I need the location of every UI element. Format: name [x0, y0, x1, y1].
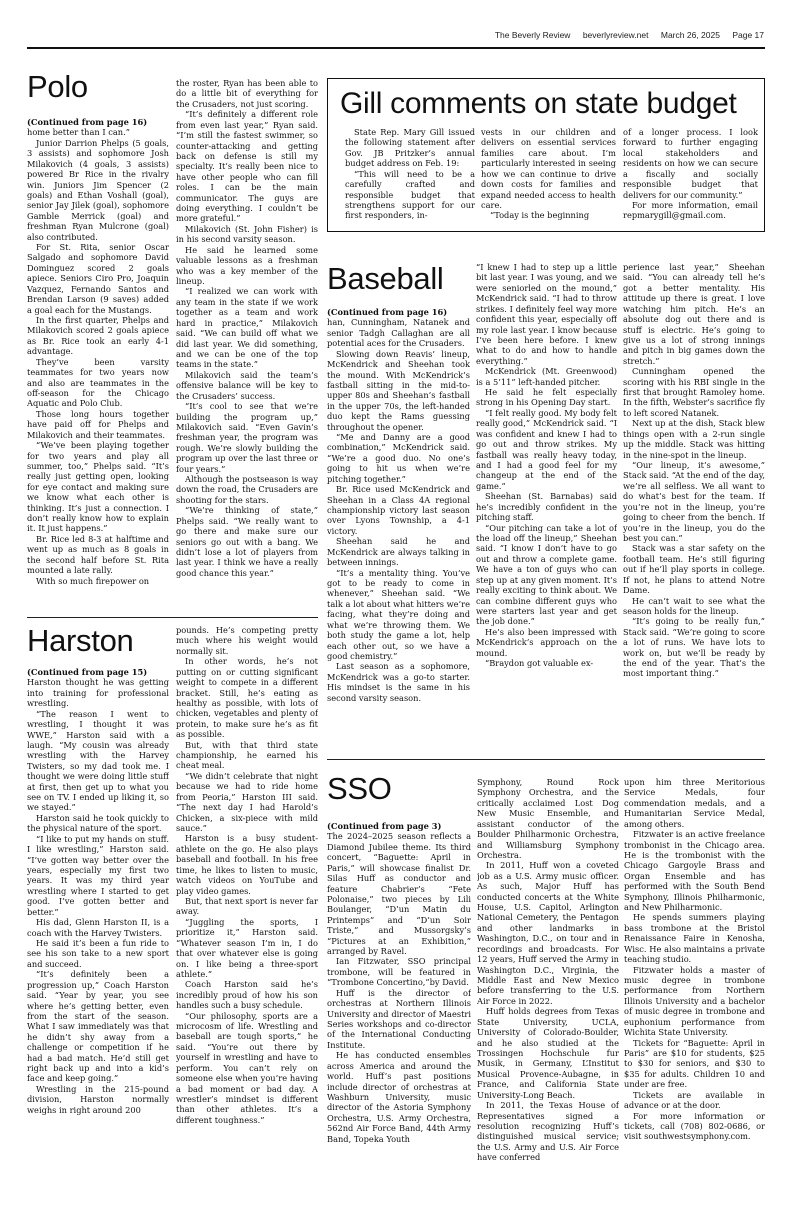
- gill-headline: Gill comments on state budget: [340, 87, 737, 120]
- harston-headline: Harston: [27, 623, 134, 658]
- paragraph: Harston is a busy student-athlete on the go. He also plays baseball and football. In his free time, he likes to listen to music, watch videos on YouTube and play video games.: [176, 833, 318, 896]
- continued-from-label: (Continued from page 3): [327, 821, 442, 831]
- masthead: [485, 30, 764, 40]
- paragraph: pounds. He’s competing pretty much where his weight would normally sit.: [176, 625, 318, 656]
- paragraph: Fitzwater is an active freelance trombonist in the Chicago area. He is the trombonist with the Chicago Gargoyle Brass and Organ Ensemble and has performed with the South Bend Symphony, Illinois Philharmonic, and New Philharmonic.: [624, 829, 765, 913]
- paragraph: Symphony, Round Rock Symphony Orchestra, and the critically acclaimed Lost Dog New Music Ensemble, and assistant conductor of the Boulder Philharmonic Orchestra, and Williamsburg Symphony Orchestra.: [477, 777, 619, 860]
- paragraph: Sheehan (St. Barnabas) said he’s incredibly confident in the pitching staff.: [476, 491, 617, 523]
- paragraph: [27, 667, 169, 709]
- paragraph: Stack was a star safety on the football team. He’s still figuring out if he’ll play sports in college. If not, he plans to attend Notre Dame.: [623, 543, 765, 596]
- paragraph: Wrestling in the 215-pound division, Harston normally weighs in right around 200: [27, 1083, 169, 1115]
- paragraph: Tickets are available in advance or at the door.: [624, 1089, 765, 1111]
- paragraph: “I knew I had to step up a little bit last year. I was young, and we were seniorled on the mound,” McKendrick said. “I had to throw strikes. I definitely feel way more confident this year, especially off my role last year. I know because I’ve been here before. I knew what to do and how to handle everything.”: [476, 262, 617, 366]
- paragraph: Br. Rice led 8-3 at halftime and went up as much as 8 goals in the second half before St. Rita mounted a late rally.: [27, 533, 169, 576]
- issue-date: March 26, 2025: [660, 30, 720, 40]
- paragraph: Br. Rice used McKendrick and Sheehan in a Class 4A regional championship victory last season over Lyons Township, a 4-1 victory.: [327, 484, 470, 536]
- paragraph: Sheehan said he and McKendrick are always talking in between innings.: [327, 536, 470, 568]
- paragraph: “Me and Danny are a good combination,” McKendrick said. “We’re a good duo. No one’s going to hit us when we’re pitching together.”: [327, 432, 470, 484]
- gill-column-3: [623, 127, 758, 227]
- paragraph: Cunningham opened the scoring with his RBI single in the first that brought Ramoley home. In the fifth, Webster’s sacrifice fly to left scored Natanek.: [623, 366, 765, 418]
- paragraph: He has conducted ensembles across America and around the world. Huff’s past positions include director of orchestras at Washburn University, music director of the Astoria Symphony Orchestra, U.S. Army Orchestra, 562nd Air Force Band, 44th Army Band, Topeka Youth: [327, 1050, 471, 1144]
- paragraph-text: The 2024–2025 season reflects a Diamond Jubilee theme. Its third concert, “Baguette: April in Paris,” will showcase finalist Dr. Silas Huff as conductor and feature Chabrier’s “Fete Polonaise,” two pieces by Lili Boulanger, “D’un Matin du Printemps” and “D’un Soir Triste,” and Mussorgsky’s “Pictures at an Exhibition,” arranged by Ravel.: [327, 831, 471, 957]
- paragraph: “We’ve been playing together for two years and play all summer, too,” Phelps said. “It’s really just getting open, looking for eye contact and making sure we know what each other is thinking. It’s just a connection. I don’t really know how to explain it. It just happens.”: [27, 440, 169, 534]
- paragraph: perience last year,” Sheehan said. “You can already tell he’s got a better mentality. His attitude up there is great. I love watching him pitch. He’s an absolute dog out there and is stuff is electric. He’s going to give us a lot of strong innings and pitch in big games down the stretch.”: [623, 262, 765, 366]
- baseball-bottom-rule: [327, 759, 765, 760]
- baseball-column-1: [327, 307, 470, 752]
- paragraph: “It’s definitely a different role from even last year,” Ryan said. “I’m still the fastest swimmer, so counter-attacking and getting back on defense is still my specialty. It’s really been nice to have other people who can fill roles. I can be the main communicator. The guys are doing everything. I couldn’t be more grateful.”: [176, 109, 318, 224]
- paragraph: He said he learned some valuable lessons as a freshman who was a key member of the lineup.: [176, 244, 318, 287]
- paragraph: They’ve been varsity teammates for two years now and also are teammates in the off-season for the Chicago Aquatic and Polo Club.: [27, 356, 169, 409]
- paragraph: “Today is the beginning: [490, 210, 590, 221]
- paragraph: In other words, he’s not putting on or cutting significant weight to compete in a different bracket. Still, he’s eating as healthy as possible, with lots of chicken, vegetables and plenty of protein, to make sure he’s as fit as possible.: [176, 656, 318, 740]
- baseball-headline: Baseball: [327, 261, 444, 296]
- paragraph: Milakovich said the team’s offensive balance will be key to the Crusaders’ success.: [176, 369, 318, 401]
- sso-column-1: [327, 821, 471, 1203]
- paragraph: Tickets for “Baguette: April in Paris” are $10 for students, $25 to $30 for seniors, and $30 to $35 for adults. Children 10 and under are free.: [624, 1037, 765, 1090]
- paragraph: State Rep. Mary Gill issued the following statement after Gov. JB Pritzker’s annual budget address on Feb. 19:: [345, 127, 475, 169]
- continued-from-label: (Continued from page 15): [27, 667, 148, 677]
- paragraph: “I like to put my hands on stuff. I like wrestling,” Harston said. “I’ve gotten way better over the years, especially my first two years. It was my third year wrestling where I started to get good. I’ve gotten better and better.”: [27, 833, 169, 917]
- polo-headline: Polo: [27, 69, 88, 104]
- paragraph: But, that next sport is never far away.: [176, 895, 318, 917]
- paper-name: The Beverly Review: [494, 30, 571, 40]
- polo-story: [27, 70, 88, 116]
- paragraph: He can’t wait to see what the season holds for the lineup.: [623, 595, 765, 616]
- paragraph: With so much firepower on: [36, 575, 150, 586]
- paragraph: the roster, Ryan has been able to do a little bit of everything for the Crusaders, not just scoring.: [176, 78, 318, 109]
- paragraph: “This will need to be a carefully crafted and responsible budget that strengthens support for our first responders, in-: [345, 168, 475, 221]
- paragraph: He spends summers playing bass trombone at the Bristol Renaissance Faire in Kenosha, Wisc. He also maintains a private teaching studio.: [624, 912, 765, 965]
- paragraph-text: home better than I can.”: [27, 127, 130, 138]
- paragraph: “It’s a mentality thing. You’ve got to be ready to come in whenever,” Sheehan said. “We talk a lot about what hitters we’re facing, what they’re doing and what we’re throwing them. We both study the game a lot, help each other out, so we have a good chemistry.”: [327, 567, 470, 661]
- paragraph: His dad, Glenn Harston II, is a coach with the Harvey Twisters.: [27, 917, 169, 938]
- paragraph-text: han, Cunningham, Natanek and senior Tadgh Callaghan are all potential aces for the Crusaders.: [327, 317, 470, 349]
- paragraph: Junior Darrion Phelps (5 goals, 3 assists) and sophomore Josh Milakovich (4 goals, 3 assists) powered Br Rice in the rivalry win. Juniors Jim Spencer (2 goals) and Ethan Voshall (goal), senior Jay Jilek (goal), sophomore Gamble Merrick (goal) and freshman Ryan Mulcrone (goal) also contributed.: [27, 137, 169, 242]
- gill-column-2: [481, 127, 616, 227]
- paragraph: Milakovich (St. John Fisher) is in his second varsity season.: [176, 223, 318, 245]
- gill-column-1: [345, 127, 475, 227]
- paragraph: “Our lineup, it’s awesome,” Stack said. “At the end of the day, we’re all selfless. We all want to do what’s best for the team. If you’re not in the lineup, you’re going to cheer from the bench. If you’re in the lineup, you do the best you can.”: [623, 460, 765, 543]
- paragraph: He’s also been impressed with McKendrick’s approach on the mound.: [476, 626, 617, 658]
- paragraph: But, with that third state championship, he earned his cheat meal.: [176, 739, 318, 771]
- paragraph: “Our philosophy, sports are a microcosm of life. Wrestling and baseball are tough sports,” he said. “You’re out there by yourself in wrestling and have to perform. You can’t rely on someone else when you’re having a bad moment or bad day. A wrestler’s mindset is different than other athletes. It’s a different toughness.”: [176, 1010, 318, 1125]
- paragraph: He said it’s been a fun ride to see his son take to a new sport and succeed.: [27, 937, 169, 969]
- harston-column-2: [176, 625, 318, 1202]
- paragraph: In 2011, the Texas House of Representatives signed a resolution recognizing Huff’s distinguished musical service; the U.S. Army and U.S. Air Force have conferred: [477, 1100, 619, 1163]
- paragraph: Fitzwater holds a master of music degree in trombone performance from Northern Illinois University and a bachelor of music degree in trombone and euphonium performance from Wichita State University.: [624, 964, 765, 1038]
- masthead-rule: [27, 47, 765, 49]
- paragraph: In 2011, Huff won a coveted job as a U.S. Army music officer. As such, Major Huff has conducted concerts at the White House, U.S. Capitol, Arlington National Cemetery, the Pentagon and other landmarks in Washington, D.C., on tour and in recordings and broadcasts. For 12 years, Huff served the Army in Washington D.C., Virginia, the Middle East and New Mexico before transferring to the U.S. Air Force in 2022.: [477, 860, 619, 1006]
- paragraph: “We’re thinking of state,” Phelps said. “We really want to go there and make sure our seniors go out with a bang. We didn’t lose a lot of players from last year. I think we have a really good chance this year.”: [176, 505, 318, 578]
- paragraph-text: Harston thought he was getting into training for professional wrestling.: [27, 677, 169, 709]
- paragraph: “Juggling the sports, I prioritize it,” Harston said. “Whatever season I’m in, I do that over whatever else is going on. I like being a three-sport athlete.”: [176, 916, 318, 979]
- paragraph: Coach Harston said he’s incredibly proud of how his son handles such a busy schedule.: [176, 979, 318, 1011]
- paragraph: Slowing down Reavis’ lineup, McKendrick and Sheehan took the mound. With McKendrick’s fastball sitting in the mid-to-upper 80s and Sheehan’s fastball in the upper 70s, the left-handed duo kept the Rams guessing throughout the opener.: [327, 348, 470, 432]
- paragraph: Harston said he took quickly to the physical nature of the sport.: [27, 812, 169, 834]
- site-link[interactable]: beverlyreview.net: [582, 30, 649, 40]
- paragraph: Ian Fitzwater, SSO principal trombone, will be featured in “Trombone Concertino,”by David.: [327, 956, 471, 988]
- paragraph: McKendrick (Mt. Greenwood) is a 5’11” left-handed pitcher.: [476, 366, 617, 387]
- baseball-story: [327, 262, 444, 308]
- paragraph: In the first quarter, Phelps and Milakovich scored 2 goals apiece as Br. Rice took an early 4-1 advantage.: [27, 315, 169, 357]
- paragraph: Last season as a sophomore, McKendrick was a go-to starter. His mindset is the same in his second varsity season.: [327, 661, 470, 703]
- polo-bottom-rule: [27, 617, 318, 618]
- polo-column-1: [27, 117, 169, 616]
- paragraph: For more information or tickets, call (708) 802-0686, or visit southwestsymphony.com.: [624, 1110, 765, 1142]
- paragraph: For more information, email repmarygill@gmail.com.: [623, 199, 758, 221]
- paragraph: [27, 117, 169, 138]
- sso-column-2: [477, 777, 619, 1203]
- paragraph: “It’s cool to see that we’re building the program up,” Milakovich said. “Even Gavin’s freshman year, the program was rough. We’re slowly building the program up over the last three or four years.”: [176, 401, 318, 474]
- paragraph: “We didn’t celebrate that night because we had to ride home from Peoria,” Harston III said. “The next day I had Harold’s Chicken, a six-piece with mild sauce.”: [176, 770, 318, 834]
- paragraph: Although the postseason is way down the road, the Crusaders are shooting for the stars.: [176, 474, 318, 505]
- paragraph: of a longer process. I look forward to further engaging local stakeholders and residents on how we can secure a fiscally and socially responsible budget that delivers for our community.”: [623, 127, 758, 200]
- harston-story: [27, 624, 133, 670]
- paragraph: For St. Rita, senior Oscar Salgado and sophomore David Dominguez scored 2 goals apiece. Seniors Ciro Pro, Joaquin Vazquez, Fernando Santos and Brendan Larson (9 saves) added a goal each for the Mustangs.: [27, 242, 169, 315]
- sso-column-3: [624, 777, 765, 1203]
- paragraph: “Braydon got valuable ex-: [485, 658, 594, 669]
- paragraph: vests in our children and delivers on essential services families care about. I’m particularly interested in seeing how we can continue to drive down costs for families and expand needed access to health care.: [481, 127, 616, 210]
- baseball-column-3: [623, 262, 765, 752]
- paragraph: “It’s definitely been a progression up,” Coach Harston said. “Year by year, you see where he’s getting better, even from the start of the season. What I saw immediately was that he didn’t shy away from a challenge or competition if he had a bad match. He’d still get right back up and into a kid’s face and keep going.”: [27, 969, 169, 1084]
- baseball-column-2: [476, 262, 617, 752]
- paragraph: “It’s going to be really fun,” Stack said. “We’re going to score a lot of runs. We have lots to work on, but we’ll be ready by the end of the year. That’s the most important thing.”: [623, 616, 765, 679]
- continued-from-label: (Continued from page 16): [27, 117, 148, 127]
- paragraph: [327, 307, 470, 349]
- paragraph: Huff is the director of orchestras at Northern Illinois University and director of Maestri Series workshops and co-director of the International Conducting Institute.: [327, 987, 471, 1050]
- paragraph: “I realized we can work with any team in the state if we work together as a team and work hard in practice,” Milakovich said. “We can build off what we did last year. We did something, and we can be one of the top teams in the state.”: [176, 286, 318, 370]
- paragraph: Next up at the dish, Stack blew things open with a 2-run single up the middle. Stack was hitting in the nine-spot in the lineup.: [623, 418, 765, 460]
- sso-story: [327, 772, 392, 818]
- sso-headline: SSO: [327, 771, 392, 806]
- paragraph: “I felt really good. My body felt really good,” McKendrick said. “I was confident and knew I had to go out and throw strikes. My fastball was really heavy today, and I had a good feel for my changeup at the end of the game.”: [476, 407, 617, 491]
- harston-column-1: [27, 667, 169, 1202]
- paragraph: “Our pitching can take a lot of the load off the lineup,” Sheehan said. “I know I don’t have to go out and throw a complete game. We have a ton of guys who can step up at any given moment. It’s really exciting to think about. We can combine different guys who were starters last year and get the job done.”: [476, 522, 617, 627]
- paragraph: “The reason I went to wrestling, I thought it was WWE,” Harston said with a laugh. “My cousin was already wrestling with the Harvey Twisters, so my dad took me. I thought we were doing little stuff at first, then get up to what you see on TV. I ended up liking it, so we stayed.”: [27, 708, 169, 813]
- polo-column-2: [176, 78, 318, 616]
- paragraph: Those long hours together have paid off for Phelps and Milakovich and their teammates.: [27, 408, 169, 440]
- continued-from-label: (Continued from page 16): [327, 307, 448, 317]
- paragraph: upon him three Meritorious Service Medals, four commendation medals, and a Humanitarian Service Medal, among others.: [624, 777, 765, 829]
- paragraph: [327, 821, 471, 956]
- page-number: Page 17: [732, 30, 764, 40]
- paragraph: He said he felt especially strong in his Opening Day start.: [476, 387, 617, 408]
- paragraph: Huff holds degrees from Texas State University, UCLA, University of Colorado-Boulder, and he also studied at the Trossingen Hochschule fur Musik, in Germany, L’Institut Musical Provence-Aubagne, in France, and California State University-Long Beach.: [477, 1006, 619, 1100]
